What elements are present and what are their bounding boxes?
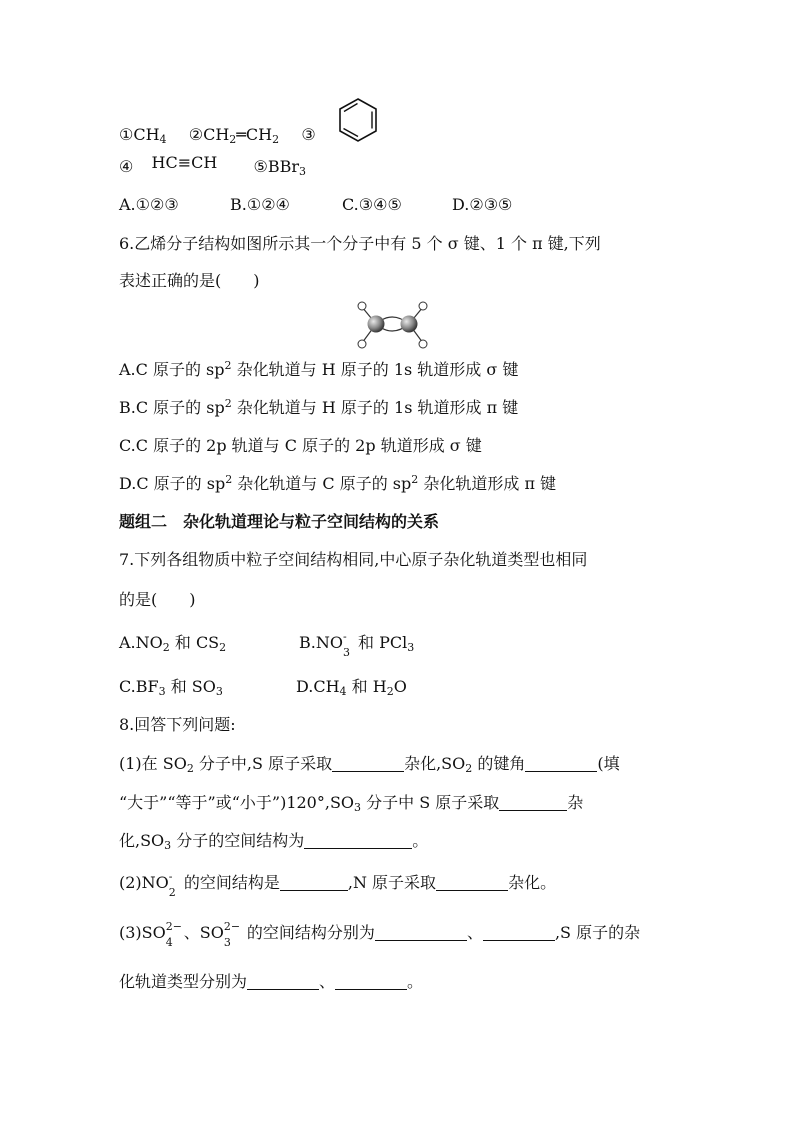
- q7-options-row2: [119, 676, 539, 698]
- acetylene-formula: HC≡CH: [151, 153, 218, 172]
- answer-blank[interactable]: [436, 874, 508, 891]
- q8-p1-text: (1)在 SO: [119, 754, 187, 773]
- answer-blank[interactable]: [499, 794, 567, 811]
- answer-blank[interactable]: [304, 832, 412, 849]
- q8-part3-line1: [119, 920, 641, 949]
- q8-p3-text: (3)SO: [119, 923, 166, 942]
- ion-notation: [342, 630, 353, 659]
- ion-charge: 2−: [223, 920, 241, 933]
- answer-blank[interactable]: [247, 973, 319, 990]
- ion-charge: -: [342, 630, 347, 643]
- q7-c-text-mid: 和 SO: [165, 677, 216, 696]
- q8-p3-text: 、: [466, 923, 483, 942]
- ion-count: 2: [168, 886, 176, 899]
- q7-option-d: [296, 676, 407, 698]
- q6-option-c: C.C 原子的 2p 轨道与 C 原子的 2p 轨道形成 σ 键: [119, 436, 482, 455]
- q6-stem-line2: 表述正确的是( ): [119, 271, 260, 290]
- q6-option-d: [119, 473, 556, 495]
- q8-p2-text: 杂化。: [508, 873, 557, 892]
- q5-item-4: ④: [119, 157, 134, 176]
- subscript: 2: [272, 133, 280, 146]
- answer-blank[interactable]: [280, 874, 348, 891]
- subscript: 2: [162, 641, 170, 654]
- q6-a-text: A.C 原子的 sp: [119, 360, 225, 379]
- q8-p2-text: ,N 原子采取: [347, 873, 437, 892]
- q8-stem: 8.回答下列问题:: [119, 715, 236, 734]
- q8-p3-text: 的空间结构分别为: [241, 923, 375, 942]
- q8-p1-text: (填: [597, 754, 620, 773]
- q7-b-text-mid: 和 PCl: [352, 633, 408, 652]
- q8-p1-text: 的键角: [472, 754, 526, 773]
- q8-part1-line1: [119, 753, 620, 775]
- q7-d-text-mid: 和 H: [346, 677, 387, 696]
- ion-notation: [165, 920, 184, 949]
- subscript: 2: [386, 685, 394, 698]
- q8-p1-text: 分子的空间结构为: [171, 831, 305, 850]
- q8-p1-text: 分子中 S 原子采取: [361, 793, 500, 812]
- q8-p1-text: 。: [412, 831, 429, 850]
- group2-heading: 题组二 杂化轨道理论与粒子空间结构的关系: [119, 512, 440, 531]
- subscript: 2: [465, 762, 473, 775]
- q7-options-row1: [119, 630, 539, 659]
- q8-part1-line3: [119, 830, 428, 852]
- q8-p3-text: 化轨道类型分别为: [119, 972, 248, 991]
- subscript: 3: [299, 165, 307, 178]
- answer-blank[interactable]: [525, 755, 597, 772]
- q8-p2-text: 的空间结构是: [178, 873, 280, 892]
- q8-p1-text: 杂化,SO: [404, 754, 466, 773]
- q5-item-1: ①CH: [119, 125, 160, 144]
- superscript: 2: [411, 473, 419, 486]
- q8-part3-line2: [119, 971, 423, 993]
- double-bond: ═: [236, 125, 246, 144]
- subscript: 3: [158, 685, 166, 698]
- q5-item-5: ⑤BBr: [253, 157, 300, 176]
- subscript: 4: [159, 133, 167, 146]
- ion-charge: -: [168, 870, 173, 883]
- q5-option-b: B.①②④: [230, 195, 290, 214]
- subscript: 3: [215, 685, 223, 698]
- q6-option-a: [119, 359, 518, 381]
- q8-p3-text: ,S 原子的杂: [554, 923, 641, 942]
- q8-p3-text: 。: [407, 972, 424, 991]
- ion-count: 4: [165, 936, 173, 949]
- ion-notation: [223, 920, 242, 949]
- q7-stem-line2: 的是( ): [119, 590, 196, 609]
- q6-d-text-mid: 杂化轨道与 C 原子的 sp: [232, 474, 412, 493]
- answer-blank[interactable]: [375, 924, 467, 941]
- subscript: 3: [164, 839, 172, 852]
- q7-stem-line1: 7.下列各组物质中粒子空间结构相同,中心原子杂化轨道类型也相同: [119, 550, 588, 569]
- q8-part1-line2: [119, 792, 583, 814]
- q8-part2: [119, 870, 557, 899]
- benzene-ring-icon: [336, 96, 380, 144]
- q6-b-text: B.C 原子的 sp: [119, 398, 225, 417]
- answer-blank[interactable]: [332, 755, 404, 772]
- q7-b-text: B.NO: [299, 633, 343, 652]
- q7-option-a: [119, 632, 226, 654]
- answer-blank[interactable]: [335, 973, 407, 990]
- subscript: 2: [186, 762, 194, 775]
- subscript: 3: [354, 801, 362, 814]
- q5-item-2-ch: CH: [245, 125, 273, 144]
- q7-a-text: A.NO: [119, 633, 163, 652]
- q8-p3-text: 、SO: [183, 923, 224, 942]
- subscript: 2: [229, 133, 237, 146]
- q5-item-3: ③: [301, 125, 316, 144]
- q6-option-b: [119, 397, 518, 419]
- q6-d-text-end: 杂化轨道形成 π 键: [418, 474, 557, 493]
- ion-count: 3: [223, 936, 231, 949]
- q5-item-2: ②CH: [188, 125, 230, 144]
- q5-options: [119, 194, 539, 216]
- q5-option-c: C.③④⑤: [342, 195, 402, 214]
- q6-b-text-end: 杂化轨道与 H 原子的 1s 轨道形成 π 键: [231, 398, 519, 417]
- superscript: 2: [225, 473, 233, 486]
- q7-option-c: [119, 676, 223, 698]
- q8-p1-text: 杂: [567, 793, 584, 812]
- ethylene-model-icon: [352, 298, 434, 354]
- q7-option-b: [299, 630, 415, 659]
- q5-items-line1: [119, 124, 316, 146]
- ion-notation: [168, 870, 179, 899]
- q7-d-text-end: O: [393, 677, 407, 696]
- ion-count: 3: [342, 646, 350, 659]
- q5-option-a: A.①②③: [119, 195, 179, 214]
- q8-p2-text: (2)NO: [119, 873, 169, 892]
- subscript: 3: [407, 641, 415, 654]
- q5-items-line2: [119, 153, 307, 178]
- q8-p3-text: 、: [319, 972, 336, 991]
- superscript: 2: [224, 359, 232, 372]
- q6-d-text: D.C 原子的 sp: [119, 474, 226, 493]
- q6-a-text-end: 杂化轨道与 H 原子的 1s 轨道形成 σ 键: [231, 360, 519, 379]
- ion-charge: 2−: [165, 920, 182, 933]
- q8-p1-text: 化,SO: [119, 831, 165, 850]
- superscript: 2: [224, 397, 232, 410]
- q8-p1-text: 分子中,S 原子采取: [193, 754, 333, 773]
- answer-blank[interactable]: [483, 924, 555, 941]
- subscript: 4: [339, 685, 347, 698]
- subscript: 2: [219, 641, 227, 654]
- q7-c-text: C.BF: [119, 677, 159, 696]
- q7-a-text-mid: 和 CS: [169, 633, 220, 652]
- q6-stem-line1: 6.乙烯分子结构如图所示其一个分子中有 5 个 σ 键、1 个 π 键,下列: [119, 234, 601, 253]
- q5-option-d: D.②③⑤: [452, 195, 513, 214]
- q7-d-text: D.CH: [296, 677, 340, 696]
- q8-p1-text: “大于”“等于”或“小于”)120°,SO: [119, 793, 355, 812]
